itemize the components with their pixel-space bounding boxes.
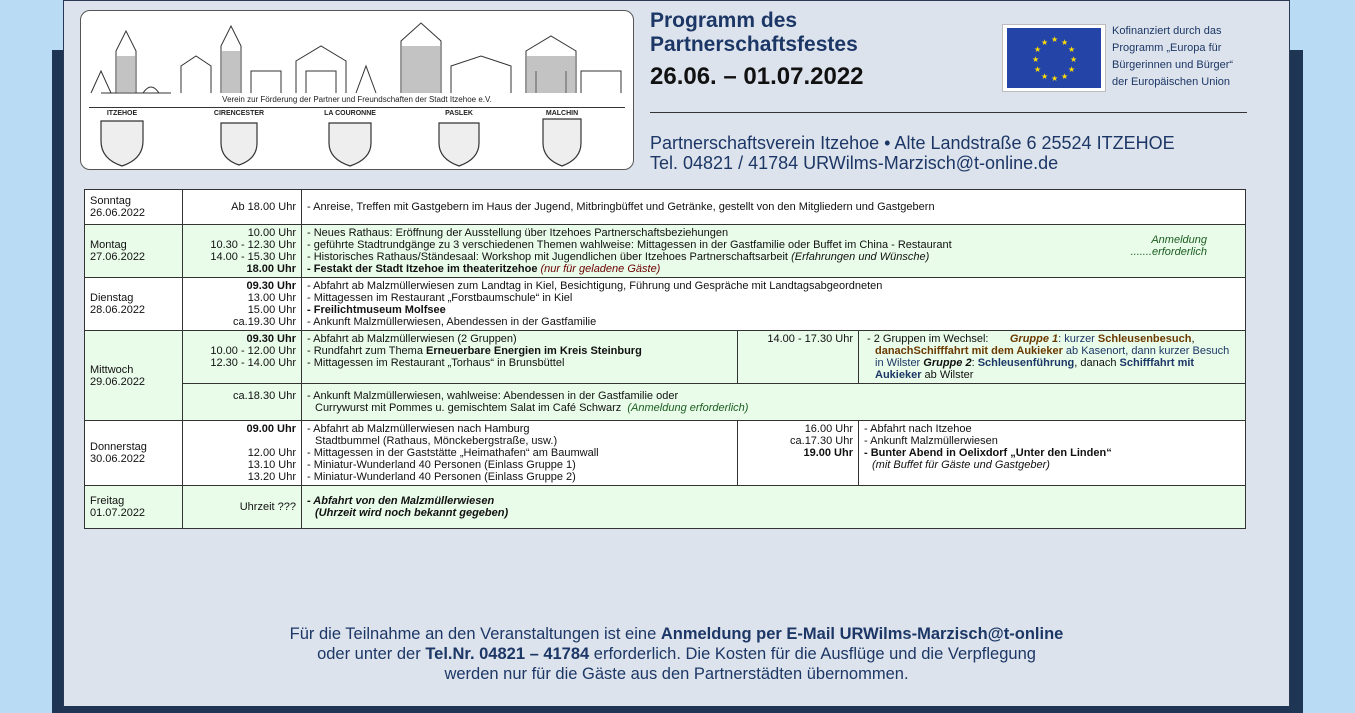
svg-text:★: ★	[1041, 72, 1049, 81]
time-cell: ca.18.30 Uhr	[183, 384, 302, 421]
time-cell: 14.00 - 17.30 Uhr	[738, 331, 859, 384]
title-line-2: Partnerschaftsfestes	[650, 33, 858, 56]
contact-address	[650, 133, 1175, 173]
eu-text-line: der Europäischen Union	[1112, 76, 1231, 88]
registration-footer: Für die Teilnahme an den Veranstaltungen ist eine Anmeldung per E-Mail URWilms-Marzisch@t-online oder unter der Tel.Nr. 04821 – 41784 erforderlich. Die Kosten für die Ausflüge und die Verpflegung werden nur für die Gäste aus den Partnerstädten übernommen.	[289, 625, 1064, 683]
activity-cell: Anmeldung .......erforderlich - Neues Rathaus: Eröffnung der Ausstellung über Itzehoes Partnerschaftsbeziehungen - geführte Stadtrundgänge zu 3 verschiedenen Themen wahlweise: Mittagessen in der Gastfamilie oder Buffet im China - Restaurant - Historisches Rathaus/Ständesaal: Workshop mit Jugendlichen über Itzehoes Partnerschaftsarbeit (Erfahrungen und Wünsche) - Festakt der Stadt Itzehoe im theateritzehoe (nur für geladene Gäste)	[302, 225, 1246, 278]
activity-cell: - 2 Gruppen im Wechsel: Gruppe 1: kurzer Schleusenbesuch, danachSchifffahrt mit dem Aukieker ab Kasenort, dann kurzer Besuch in Wilster Gruppe 2: Schleusenführung, danach Schifffahrt mit Aukieker ab Wilster	[859, 331, 1246, 384]
svg-text:★: ★	[1034, 45, 1042, 54]
schedule-row-montag	[85, 225, 1246, 278]
program-page	[63, 0, 1290, 709]
eu-text-line: Kofinanziert durch das	[1112, 25, 1222, 37]
activity-cell: - Abfahrt ab Malzmüllerwiesen zum Landtag in Kiel, Besichtigung, Führung und Gespräche mit Landtagsabgeordneten - Mittagessen im Restaurant „Forstbaumschule“ in Kiel - Freilichtmuseum Molfsee - Ankunft Malzmüllerwiesen, Abendessen in der Gastfamilie	[302, 278, 1246, 331]
eu-text-line: Bürgerinnen und Bürger“	[1112, 59, 1234, 71]
activity-cell: - Anreise, Treffen mit Gastgebern im Haus der Jugend, Mitbringbüffet und Getränke, gestellt von den Mitgliedern und Gastgebern	[302, 190, 1246, 225]
svg-text:★: ★	[1070, 55, 1078, 64]
partner-towns-logo	[80, 10, 634, 170]
schedule-row-mittwoch	[85, 331, 1246, 384]
schedule-row-donnerstag	[85, 421, 1246, 486]
activity-cell: - Ankunft Malzmüllerwiesen, wahlweise: Abendessen in der Gastfamilie oder Currywurst mit Pommes u. gemischtem Salat im Café Schwarz (Anmeldung erforderlich)	[302, 384, 1246, 421]
svg-text:★: ★	[1068, 65, 1076, 74]
time-cell: 09.30 Uhr 13.00 Uhr 15.00 Uhr ca.19.30 Uhr	[183, 278, 302, 331]
svg-text:★: ★	[1041, 38, 1049, 47]
activity-cell: - Abfahrt ab Malzmüllerwiesen (2 Gruppen) - Rundfahrt zum Thema Erneuerbare Energien im Kreis Steinburg - Mittagessen im Restaurant „Torhaus“ in Brunsbüttel	[302, 331, 738, 384]
eu-stars-icon	[1007, 28, 1101, 88]
activity-cell: - Abfahrt nach Itzehoe - Ankunft Malzmüllerwiesen - Bunter Abend in Oelixdorf „Unter den Linden“ (mit Buffet für Gäste und Gastgeber)	[859, 421, 1246, 486]
program-title	[650, 9, 864, 91]
time-cell: 09.00 Uhr 12.00 Uhr 13.10 Uhr 13.20 Uhr	[183, 421, 302, 486]
day-cell: Mittwoch 29.06.2022	[85, 331, 183, 421]
day-cell: Montag 27.06.2022	[85, 225, 183, 278]
time-cell: Uhrzeit ???	[183, 486, 302, 529]
day-cell: Sonntag 26.06.2022	[85, 190, 183, 225]
address-line: Partnerschaftsverein Itzehoe • Alte Landstraße 6 25524 ITZEHOE	[650, 133, 1175, 153]
town-label-malchin: MALCHIN	[545, 110, 579, 117]
svg-text:★: ★	[1034, 65, 1042, 74]
svg-text:★: ★	[1061, 72, 1069, 81]
town-label-itzehoe: ITZEHOE	[106, 110, 138, 117]
svg-text:★: ★	[1061, 38, 1069, 47]
schedule-row-dienstag	[85, 278, 1246, 331]
town-label-la-couronne: LA COURONNE	[324, 110, 376, 117]
svg-text:★: ★	[1051, 35, 1059, 44]
time-cell: 10.00 Uhr 10.30 - 12.30 Uhr 14.00 - 15.30 Uhr 18.00 Uhr	[183, 225, 302, 278]
activity-cell: - Abfahrt ab Malzmüllerwiesen nach Hamburg Stadtbummel (Rathaus, Mönckebergstraße, usw.) - Mittagessen in der Gaststätte „Heimathafen“ am Baumwall - Miniatur-Wunderland 40 Personen (Einlass Gruppe 1) - Miniatur-Wunderland 40 Personen (Einlass Gruppe 2)	[302, 421, 738, 486]
phone-email-line: Tel. 04821 / 41784 URWilms-Marzisch@t-online.de	[650, 153, 1059, 173]
time-cell: Ab 18.00 Uhr	[183, 190, 302, 225]
town-label-cirencester: CIRENCESTER	[213, 110, 265, 117]
association-name: Verein zur Förderung der Partner und Freundschaften der Stadt Itzehoe e.V.	[222, 95, 492, 104]
svg-text:★: ★	[1032, 55, 1040, 64]
title-line-1: Programm des	[650, 9, 798, 32]
day-cell: Dienstag 28.06.2022	[85, 278, 183, 331]
header-rule	[650, 112, 1247, 113]
time-cell: 16.00 Uhr ca.17.30 Uhr 19.00 Uhr	[738, 421, 859, 486]
registration-note: Anmeldung .......erforderlich	[1130, 234, 1207, 258]
day-cell: Donnerstag 30.06.2022	[85, 421, 183, 486]
logo-divider	[89, 107, 625, 108]
schedule-row-sonntag	[85, 190, 1246, 225]
schedule-row-freitag	[85, 486, 1246, 529]
eu-text-line: Programm „Europa für	[1112, 42, 1222, 54]
eu-funding-text	[1112, 23, 1233, 91]
svg-text:★: ★	[1068, 45, 1076, 54]
time-cell: 09.30 Uhr 10.00 - 12.00 Uhr 12.30 - 14.00 Uhr	[183, 331, 302, 384]
festival-dates: 26.06. – 01.07.2022	[650, 63, 864, 90]
activity-cell: - Abfahrt von den Malzmüllerwiesen (Uhrzeit wird noch bekannt gegeben)	[302, 486, 1246, 529]
schedule-table	[84, 189, 1246, 529]
eu-flag-icon	[1002, 24, 1106, 92]
day-cell: Freitag 01.07.2022	[85, 486, 183, 529]
towns-sketch-illustration	[81, 11, 634, 170]
schedule-row-mittwoch-evening	[85, 384, 1246, 421]
town-label-paslek: PASLEK	[445, 110, 473, 117]
svg-text:★: ★	[1051, 74, 1059, 83]
